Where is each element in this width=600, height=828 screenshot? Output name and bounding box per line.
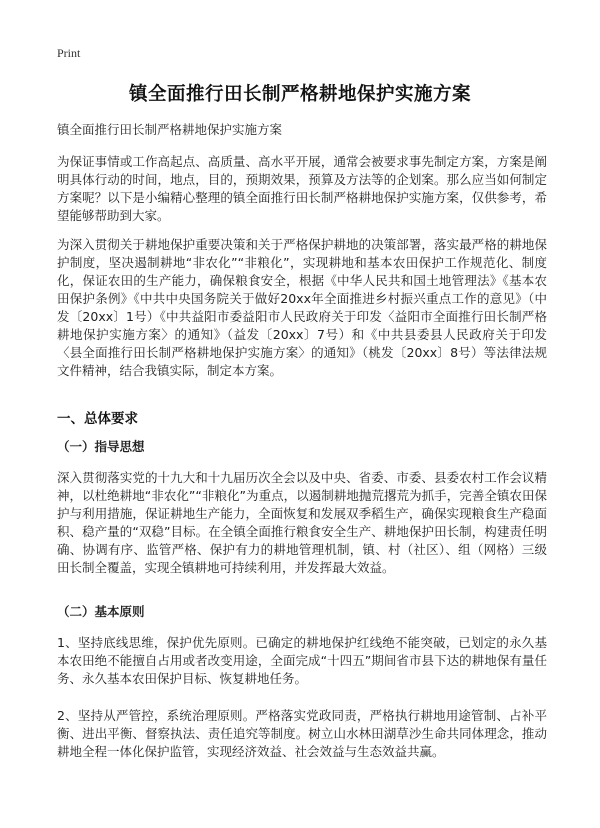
- document-title: 镇全面推行田长制严格耕地保护实施方案: [128, 84, 471, 105]
- guiding-ideology-paragraph: 深入贯彻落实党的十九大和十九届历次全会以及中央、省委、市委、县委农村工作会议精神，以杜绝耕地“非农化”“非粮化”为重点，以遏制耕地抛荒撂荒为抓手，完善全镇农田保护与利用措施，保证耕地生产能力，全面恢复和发展双季稻生产，确保实现粮食生产稳面积、稳产量的“双稳”目标。在全镇全面推行粮食安全生产、耕地保护田长制，构建责任明确、协调有序、监管严格、保护有力的耕地管理机制，镇、村（社区）、组（网格）三级田长制全覆盖，实现全镇耕地可持续利用，并发挥最大效益。: [57, 470, 547, 575]
- basis-paragraph: 为深入贯彻关于耕地保护重要决策和关于严格保护耕地的决策部署，落实最严格的耕地保护制度，坚决遏制耕地“非农化”“非粮化”，实现耕地和基本农田保护工作规范化、制度化，保证农田的生产能力，确保粮食安全，根据《中华人民共和国土地管理法》《基本农田保护条例》《中共中央国务院关于做好20xx年全面推进乡村振兴重点工作的意见》（中发〔20xx〕1号）《中共益阳市委益阳市人民政府关于印发〈益阳市全面推行田长制严格耕地保护实施方案〉的通知》（益发〔20xx〕7号）和《中共县委县人民政府关于印发〈县全面推行田长制严格耕地保护实施方案〉的通知》（桃发〔20xx〕8号）等法律法规文件精神，结合我镇实际，制定本方案。: [57, 237, 547, 378]
- print-link[interactable]: Print: [57, 46, 81, 60]
- document-subtitle: 镇全面推行田长制严格耕地保护实施方案: [57, 122, 283, 137]
- principle-item-2: 2、坚持从严管控，系统治理原则。严格落实党政同责，严格执行耕地用途管制、占补平衡、进出平衡、督察执法、责任追究等制度。树立山水林田湖草沙生命共同体理念，推动耕地全程一体化保护监管，实现经济效益、社会效益与生态效益共赢。: [57, 708, 547, 759]
- section-heading-general-requirements: 一、总体要求: [57, 411, 138, 427]
- principle-item-1: 1、坚持底线思维，保护优先原则。已确定的耕地保护红线绝不能突破，已划定的永久基本农田绝不能擅自占用或者改变用途，全面完成“十四五”期间省市县下达的耕地保有量任务、永久基本农田保护目标、恢复耕地任务。: [57, 635, 547, 686]
- subsection-heading-guiding-ideology: （一）指导思想: [57, 439, 145, 454]
- subsection-heading-basic-principles: （二）基本原则: [57, 604, 145, 619]
- intro-paragraph: 为保证事情或工作高起点、高质量、高水平开展，通常会被要求事先制定方案，方案是阐明具体行动的时间，地点，目的，预期效果，预算及方法等的企划案。那么应当如何制定方案呢？以下是小编精心整理的镇全面推行田长制严格耕地保护实施方案，仅供参考，希望能够帮助到大家。: [57, 154, 547, 223]
